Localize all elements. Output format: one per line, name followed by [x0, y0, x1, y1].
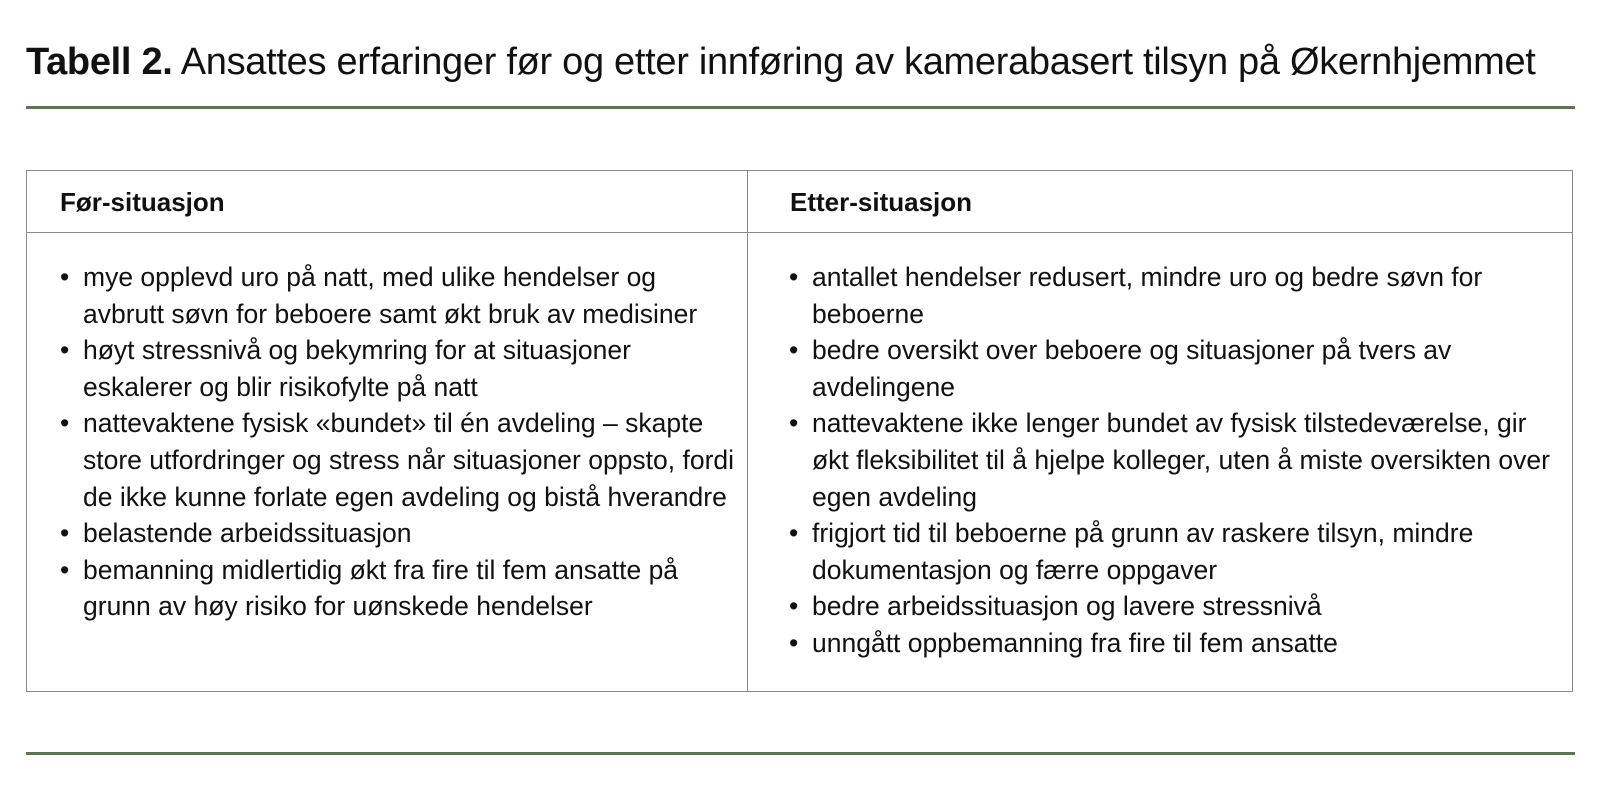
after-list	[789, 259, 1569, 662]
list-item	[789, 332, 1569, 405]
top-divider	[26, 106, 1575, 109]
bullet-icon: •	[789, 335, 799, 366]
list-item	[789, 259, 1569, 332]
before-list	[60, 259, 735, 625]
bottom-divider	[26, 752, 1575, 755]
list-item	[60, 405, 735, 515]
list-item-text: bedre arbeidssituasjon og lavere stressnivå	[812, 591, 1322, 622]
column-header-before: Før-situasjon	[60, 187, 225, 217]
table-title	[26, 38, 1586, 86]
list-item-text: mye opplevd uro på natt, med ulike hendelser og avbrutt søvn for beboere samt økt bruk av medisiner	[83, 262, 698, 329]
header-divider	[27, 232, 1572, 233]
list-item	[789, 625, 1569, 662]
list-item-text: bedre oversikt over beboere og situasjoner på tvers av avdelingene	[812, 335, 1452, 402]
list-item-text: bemanning midlertidig økt fra fire til fem ansatte på grunn av høy risiko for uønskede hendelser	[83, 554, 679, 622]
bullet-icon: •	[789, 518, 799, 549]
bullet-icon: •	[789, 627, 799, 658]
bullet-icon: •	[60, 518, 70, 549]
bullet-icon: •	[60, 554, 70, 585]
comparison-table	[26, 170, 1573, 692]
bullet-icon: •	[60, 335, 70, 366]
list-item-text: nattevaktene ikke lenger bundet av fysisk tilstedeværelse, gir økt fleksibilitet til å hjelpe kolleger, uten å miste oversikten over egen avdeling	[812, 408, 1550, 512]
list-item-text: nattevaktene fysisk «bundet» til én avdeling – skapte store utfordringer og stress når situasjoner oppsto, fordi de ikke kunne forlate egen avdeling og bistå hverandre	[83, 408, 735, 512]
list-item-text: unngått oppbemanning fra fire til fem ansatte	[812, 627, 1338, 658]
bullet-icon: •	[60, 408, 70, 439]
table-number-label: Tabell 2.	[26, 41, 173, 83]
column-header-after: Etter-situasjon	[790, 187, 973, 217]
bullet-icon: •	[60, 262, 70, 292]
list-item-text: antallet hendelser redusert, mindre uro og bedre søvn for beboerne	[812, 262, 1483, 329]
list-item	[60, 332, 735, 405]
table-title-text: Ansattes erfaringer før og etter innføring av kamerabasert tilsyn på Økernhjemmet	[180, 41, 1536, 83]
list-item	[789, 515, 1569, 588]
list-item-text: høyt stressnivå og bekymring for at situasjoner eskalerer og blir risikofylte på natt	[83, 335, 631, 402]
column-divider	[747, 171, 748, 691]
list-item	[789, 588, 1569, 625]
list-item	[789, 405, 1569, 515]
list-item-text: frigjort tid til beboerne på grunn av raskere tilsyn, mindre dokumentasjon og færre oppgaver	[812, 518, 1474, 585]
list-item-text: belastende arbeidssituasjon	[83, 518, 412, 549]
bullet-icon: •	[789, 262, 799, 292]
bullet-icon: •	[789, 408, 799, 439]
list-item	[60, 515, 735, 552]
list-item	[60, 552, 735, 625]
list-item	[60, 259, 735, 332]
bullet-icon: •	[789, 591, 799, 622]
